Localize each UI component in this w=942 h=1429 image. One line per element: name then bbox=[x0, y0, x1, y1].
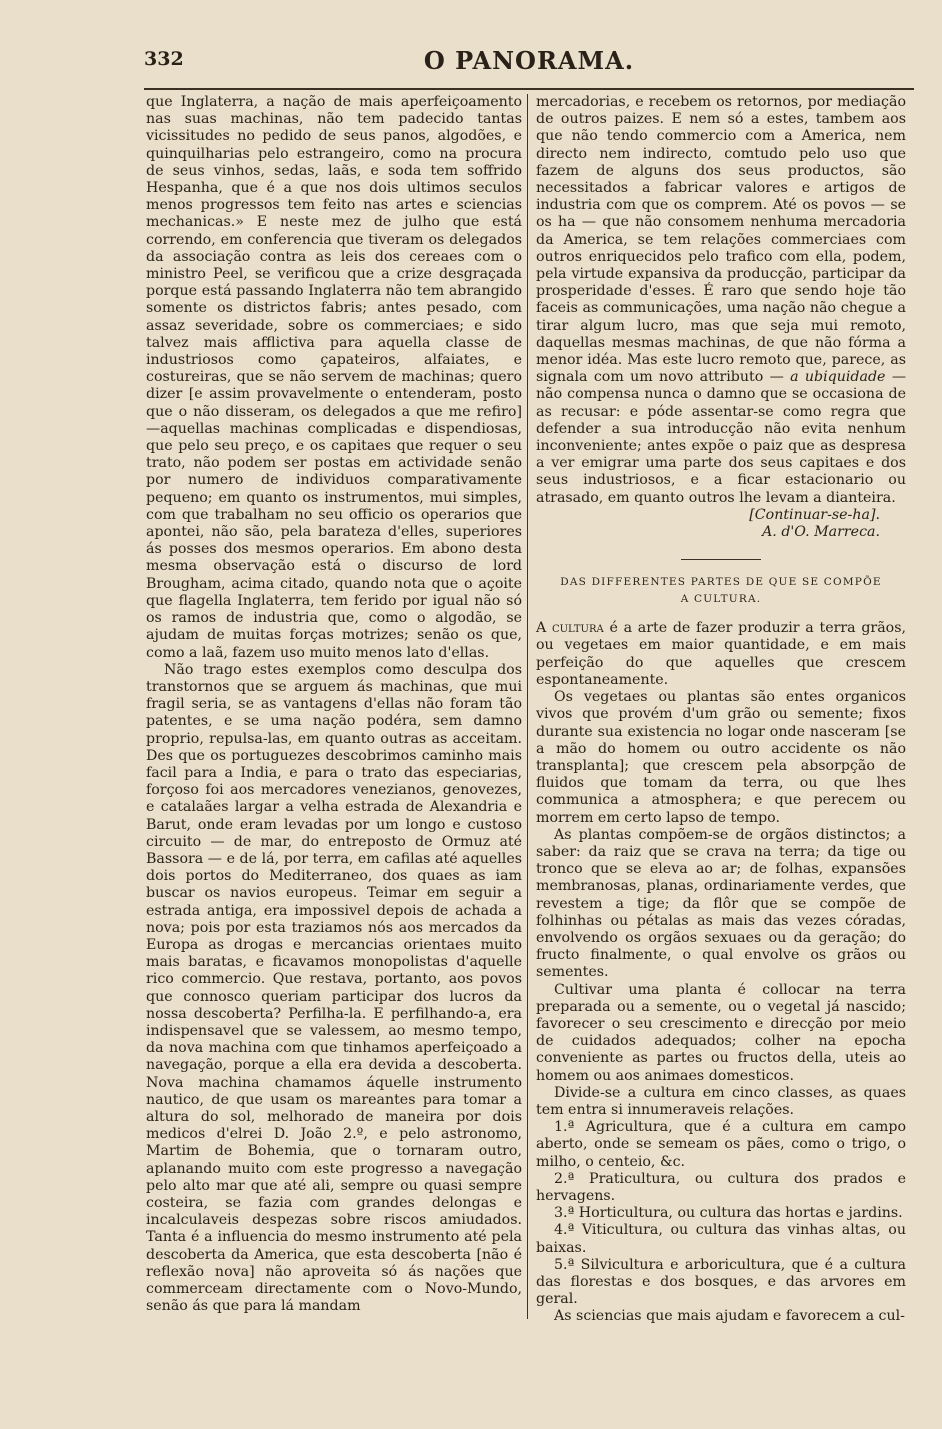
left-paragraph-2: Não trago estes exemplos como desculpa dos transtornos que se arguem ás machinas, que mui fragil seria, se as vantagens d'ellas não foram tão patentes, e se uma nação podéra, sem damno proprio, repulsa-las, em quanto outras as acceitam. Des que os portuguezes descobrimos caminho mais facil para a India, e para o trato das especiarias, forçoso foi aos mercadores venezianos, genovezes, e catalaães largar a velha estrada de Alexandria e Barut, onde eram levadas por um longo e custoso circuito — de mar, do entreposto de Ormuz até Bassora — e de lá, por terra, em cafilas até aquelles dois portos do Mediterraneo, dos quaes as iam buscar os navios europeus. Teimar em seguir a estrada antiga, era impossivel depois de achada a nova; pois por esta traziamos nós aos mercados da Europa as drogas e mercancias orientaes muito mais baratas, e ficavamos monopolistas d'aquelle rico commercio. Que restava, portanto, aos povos que connosco queriam participar dos lucros da nossa descoberta? Perfilha-la. E perfilhando-a, era indispensavel que se valessem, ao mesmo tempo, da nova machina com que tinhamos aperfeiçoado a navegação, porque a ella era devida a descoberta. Nova machina chamamos áquelle instrumento nautico, de que usam os mareantes para tomar a altura do sol, melhorado de maneira por dois medicos d'elrei D. João 2.º, e pelo astronomo, Martim de Bohemia, que o tornaram outro, aplanando muito com este progresso a navegação pelo alto mar que até ali, sempre ou quasi sempre costeira, se fazia com grandes delongas e incalculaveis despezas sobre riscos amiudados. Tanta é a influencia do mesmo instrumento até pela descoberta da America, que esta descoberta [não é reflexão nova] não aproveita só ás nações que commerceam directamente com o Novo-Mundo, senão ás que para lá mandam bbox=[146, 661, 522, 1315]
right-paragraph-4: As plantas compõem-se de orgãos distinctos; a saber: da raiz que se crava na terra; da tige ou tronco que se eleva ao ar; de folhas, expansões membranosas, planas, ordinariamente verdes, que revestem a tige; da flôr que se compõe de folhinhas ou pétalas as mais das vezes córadas, envolvendo os orgãos sexuaes ou da geração; do fructo finalmente, o qual envolve os grãos ou sementes. bbox=[536, 826, 906, 981]
list-item-horticultura: 3.ª Horticultura, ou cultura das hortas e jardins. bbox=[554, 1205, 903, 1222]
left-paragraph-1: que Inglaterra, a nação de mais aperfeiçoamento nas suas machinas, não tem padecido tantas vicissitudes no pedido de seus panos, algodões, e quinquilharias pelo estrangeiro, como na procura de seus vinhos, sedas, laãs, e soda tem soffrido Hespanha, que é a que nos dois ultimos seculos menos progressos tem feito nas artes e sciencias mechanicas.» E neste mez de julho que está correndo, em conferencia que tiveram os delegados da associação contra as leis dos cereaes com o ministro Peel, se verificou que a crize desgraçada porque está passando Inglaterra não tem abrangido somente os districtos fabris; antes pesado, com assaz severidade, sobre os commerciaes; e sido talvez mais afflictiva para aquella classe de industriosos como çapateiros, alfaiates, e costureiras, que se não servem de machinas; quero dizer [e assim provavelmente o entenderam, posto que o não disseram, os delegados a que me refiro]—aquellas machinas complicadas e dispendiosas, que pelo seu preço, e os capitaes que requer o seu trato, não podem ser postas em actividade senão por numero de individuos comparativamente pequeno; em quanto os instrumentos, mui simples, com que trabalham no seu officio os operarios que apontei, não são, pela barateza d'elles, superiores ás posses dos mesmos operarios. Em abono desta mesma observação está o discurso de lord Brougham, acima citado, quando nota que o açoite que flagella Inglaterra, tem ferido por igual não só os ramos de industria que, como o algodão, se ajudam de muitas forças motrizes; senão os que, como a laã, fazem uso muito menos lato d'ellas. bbox=[146, 94, 522, 661]
right-paragraph-2: A cultura é a arte de fazer produzir a terra grãos, ou vegetaes em maior quantidade, e em mais perfeição do que aquelles que crescem espontaneamente. bbox=[536, 620, 906, 688]
list-item-praticultura: 2.ª Praticultura, ou cultura dos prados e hervagens. bbox=[536, 1170, 906, 1204]
list-item-agricultura: 1.ª Agricultura, que é a cultura em campo aberto, onde se semeam os pães, como o trigo, o milho, o centeio, &c. bbox=[536, 1119, 906, 1170]
continuation-note: [Continuar-se-ha]. bbox=[749, 506, 880, 523]
right-paragraph-1: mercadorias, e recebem os retornos, por mediação de outros paizes. E nem só a estes, tambem aos que não tendo commercio com a America, nem directo nem indirecto, comtudo pelo uso que fazem de alguns dos seus productos, são necessitados a fabricar valores e artigos de industria com que os comprem. Até os povos — se os ha — que não consomem nenhuma mercadoria da America, se tem relações commerciaes com outros enriquecidos pelo trafico com ella, podem, pela virtude expansiva da producção, participar da prosperidade d'esses. É raro que sendo hoje tão faceis as communicações, uma nação não chegue a tirar algum lucro, mas que seja mui remoto, daquellas mesmas machinas, de que não fórma a menor idéa. Mas este lucro remoto que, parece, as signala com um novo attributo — a ubiquidade — não compensa nunca o damno que se occasiona de as recusar: e póde assentar-se como regra que defender a sua introducção não evita nenhum inconveniente; antes expõe o paiz que as despresa a ver emigrar uma parte dos seus capitaes e dos seus industriosos, e a ficar estacionario ou atrasado, em quanto outros lhe levam a dianteira. bbox=[536, 94, 906, 506]
column-divider bbox=[527, 94, 528, 1319]
ubiquidade-emphasis: a ubiquidade bbox=[790, 369, 886, 386]
list-item-silvicultura: 5.ª Silvicultura e arboricultura, que é a cultura das florestas e dos bosques, e das arvores em geral. bbox=[536, 1256, 906, 1308]
article-separator bbox=[681, 559, 761, 560]
right-paragraph-3: Os vegetaes ou plantas são entes organicos vivos que provém d'um grão ou semente; fixos durante sua existencia no logar onde nasceram [se a mão do homem ou outro accidente os não transplanta]; que crescem pela absorpção de fluidos que tomam da terra, ou que lhes communica a atmosphera; e que perecem ou morrem em certo lapso de tempo. bbox=[536, 689, 906, 826]
article-heading-line-1: DAS DIFFERENTES PARTES DE QUE SE COMPÕE bbox=[560, 576, 882, 589]
page-header bbox=[144, 48, 914, 88]
article-heading-line-2: A CULTURA. bbox=[680, 593, 762, 606]
author-signature: A. d'O. Marreca. bbox=[762, 524, 880, 541]
page-number: 332 bbox=[144, 48, 184, 70]
publication-title: O PANORAMA. bbox=[423, 46, 635, 75]
left-column bbox=[146, 94, 522, 1315]
right-paragraph-last: As sciencias que mais ajudam e favorecem a cul- bbox=[554, 1308, 905, 1325]
right-paragraph-5: Cultivar uma planta é collocar na terra preparada ou a semente, ou o vegetal já nascido; favorecer o seu crescimento e direcção por meio de cuidados adequados; colher na epocha conveniente as partes ou fructos della, uteis ao homem ou aos animaes domesticos. bbox=[536, 981, 906, 1084]
right-paragraph-6: Divide-se a cultura em cinco classes, as quaes tem entra si innumeraveis relações. bbox=[536, 1084, 906, 1118]
list-item-viticultura: 4.ª Viticultura, ou cultura das vinhas altas, ou baixas. bbox=[536, 1222, 906, 1256]
article-heading bbox=[536, 574, 906, 608]
header-rule bbox=[144, 88, 914, 90]
right-column bbox=[536, 94, 906, 1326]
